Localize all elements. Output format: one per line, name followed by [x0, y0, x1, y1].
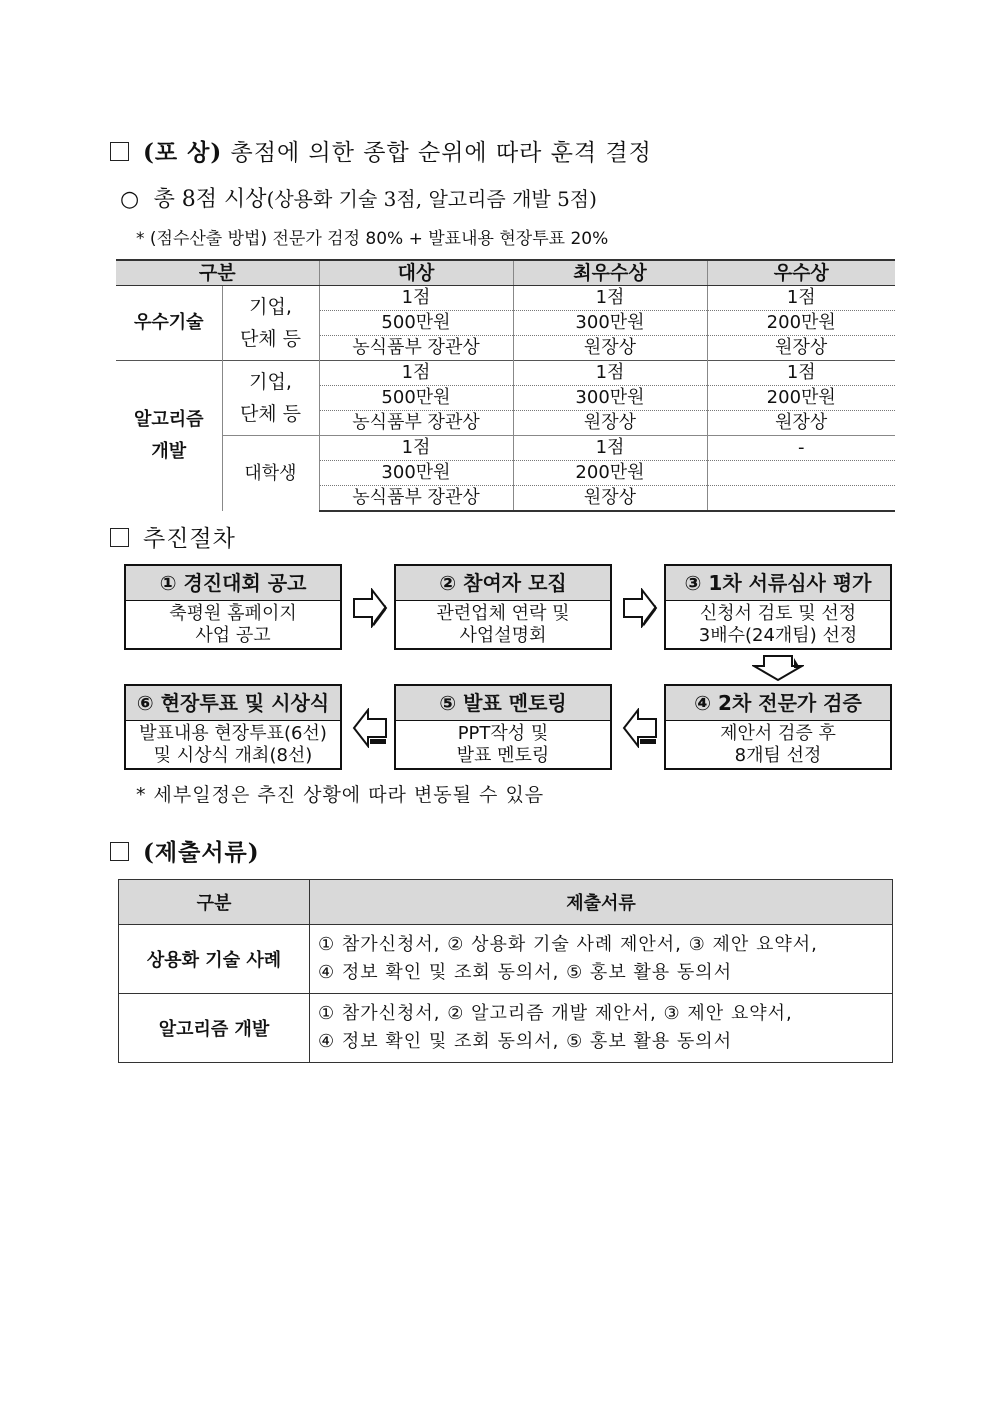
awards-table: [116, 259, 895, 512]
awards-sub-paren: (상용화 기술 3점, 알고리즘 개발 5점): [266, 187, 597, 211]
table-row: [116, 286, 895, 311]
cell: -: [707, 436, 895, 461]
arrow-down-icon: [752, 654, 804, 682]
cell: 300만원: [513, 386, 707, 411]
process-step-title: ④ 2차 전문가 검증: [666, 686, 890, 721]
score-method-note: * (점수산출 방법) 전문가 검정 80% + 발표내용 현장투표 20%: [136, 229, 609, 249]
schedule-note: * 세부일정은 추진 상황에 따라 변동될 수 있음: [136, 784, 545, 806]
table-row: [119, 994, 893, 1063]
category-algorithm: [116, 361, 222, 512]
cell: 원장상: [707, 411, 895, 436]
subcategory-company-line1: 기업,: [249, 371, 292, 393]
process-step-desc: [666, 721, 890, 767]
process-step-desc-line2: 사업 공고: [195, 625, 271, 646]
checkbox-square-icon: [110, 142, 129, 161]
cell: 원장상: [513, 336, 707, 361]
docs-heading: [110, 834, 260, 867]
cell: 200만원: [513, 461, 707, 486]
cell: 농식품부 장관상: [319, 411, 513, 436]
process-step-desc: [666, 601, 890, 647]
process-step-desc-line1: 축평원 홈페이지: [169, 603, 297, 624]
process-step-desc-line1: 발표내용 현장투표(6선): [139, 723, 327, 744]
process-step-desc-line2: 사업설명회: [459, 625, 547, 646]
process-step-desc-line2: 발표 멘토링: [456, 745, 550, 766]
category-algorithm-line2: 개발: [151, 441, 187, 462]
process-step-title: ① 경진대회 공고: [126, 566, 340, 601]
cell: 1점: [707, 286, 895, 311]
process-heading: [110, 520, 236, 553]
subcategory-company-line1: 기업,: [249, 296, 292, 318]
cell: 300만원: [319, 461, 513, 486]
cell: 200만원: [707, 311, 895, 336]
cell: 농식품부 장관상: [319, 336, 513, 361]
docs-line2: ④ 정보 확인 및 조회 동의서, ⑤ 홍보 활용 동의서: [318, 962, 733, 983]
table-row: [116, 436, 895, 461]
process-step-title: ⑥ 현장투표 및 시상식: [126, 686, 340, 721]
table-row: [116, 361, 895, 386]
process-step-desc-line2: 3배수(24개팀) 선정: [698, 625, 858, 646]
cell: 1점: [707, 361, 895, 386]
process-step-3: [664, 564, 892, 650]
process-step-desc-line1: 관련업체 연락 및: [436, 603, 570, 624]
cell: 1점: [513, 436, 707, 461]
cell: [707, 461, 895, 486]
cell: 원장상: [707, 336, 895, 361]
process-step-desc-line2: 8개팀 선정: [734, 745, 822, 766]
checkbox-square-icon: [110, 528, 129, 547]
process-step-desc-line1: 제안서 검증 후: [720, 723, 836, 744]
awards-heading-text: 총점에 의한 종합 순위에 따라 훈격 결정: [230, 140, 652, 166]
cell: 500만원: [319, 386, 513, 411]
subcategory-company: [222, 286, 319, 361]
process-step-2: [394, 564, 612, 650]
docs-header-documents: 제출서류: [310, 880, 893, 925]
cell: 1점: [319, 436, 513, 461]
category-algorithm-line1: 알고리즘: [133, 409, 204, 430]
docs-header-category: 구분: [119, 880, 310, 925]
docs-line1: ① 참가신청서, ② 상용화 기술 사례 제안서, ③ 제안 요약서,: [318, 934, 818, 955]
awards-header-category: 구분: [116, 260, 319, 286]
docs-row-value: [310, 925, 893, 994]
awards-heading: [110, 134, 652, 167]
awards-header-grand: 대상: [319, 260, 513, 286]
cell: 1점: [319, 361, 513, 386]
docs-heading-text: (제출서류): [143, 839, 260, 866]
arrow-left-icon: [352, 708, 388, 748]
awards-heading-prefix: (포 상): [143, 139, 223, 166]
process-step-5: [394, 684, 612, 770]
arrow-right-icon: [352, 588, 388, 628]
process-step-desc: [396, 601, 610, 647]
awards-header-row: [116, 260, 895, 286]
awards-header-merit: 우수상: [707, 260, 895, 286]
awards-subheading: [120, 182, 597, 213]
cell: 200만원: [707, 386, 895, 411]
cell: 1점: [513, 286, 707, 311]
subcategory-company-line2: 단체 등: [239, 328, 302, 350]
awards-sub-main: 총 8점 시상: [153, 187, 267, 212]
awards-header-excellence: 최우수상: [513, 260, 707, 286]
docs-line2: ④ 정보 확인 및 조회 동의서, ⑤ 홍보 활용 동의서: [318, 1031, 733, 1052]
docs-table: [118, 879, 893, 1063]
table-row: [119, 925, 893, 994]
arrow-left-icon: [622, 708, 658, 748]
checkbox-square-icon: [110, 842, 129, 861]
process-step-1: [124, 564, 342, 650]
process-step-desc-line1: 신청서 검토 및 선정: [699, 603, 857, 624]
subcategory-company-line2: 단체 등: [239, 403, 302, 425]
cell: 1점: [513, 361, 707, 386]
process-step-desc-line1: PPT작성 및: [457, 723, 549, 744]
process-step-title: ⑤ 발표 멘토링: [396, 686, 610, 721]
subcategory-university: 대학생: [222, 436, 319, 512]
cell: 원장상: [513, 411, 707, 436]
docs-row-key: 알고리즘 개발: [119, 994, 310, 1063]
cell: 원장상: [513, 486, 707, 512]
docs-line1: ① 참가신청서, ② 알고리즘 개발 제안서, ③ 제안 요약서,: [318, 1003, 793, 1024]
subcategory-company: [222, 361, 319, 436]
cell: [707, 486, 895, 512]
process-step-6: [124, 684, 342, 770]
docs-header-row: [119, 880, 893, 925]
process-step-desc: [126, 721, 340, 767]
docs-row-key: 상용화 기술 사례: [119, 925, 310, 994]
process-heading-text: 추진절차: [143, 526, 236, 552]
process-step-desc: [396, 721, 610, 767]
circle-bullet-icon: ○: [120, 187, 140, 212]
cell: 300만원: [513, 311, 707, 336]
process-step-4: [664, 684, 892, 770]
cell: 농식품부 장관상: [319, 486, 513, 512]
process-step-title: ③ 1차 서류심사 평가: [666, 566, 890, 601]
docs-row-value: [310, 994, 893, 1063]
category-excellent-tech: 우수기술: [116, 286, 222, 361]
process-step-desc: [126, 601, 340, 647]
process-step-desc-line2: 및 시상식 개최(8선): [153, 745, 313, 766]
arrow-right-icon: [622, 588, 658, 628]
process-step-title: ② 참여자 모집: [396, 566, 610, 601]
cell: 500만원: [319, 311, 513, 336]
cell: 1점: [319, 286, 513, 311]
